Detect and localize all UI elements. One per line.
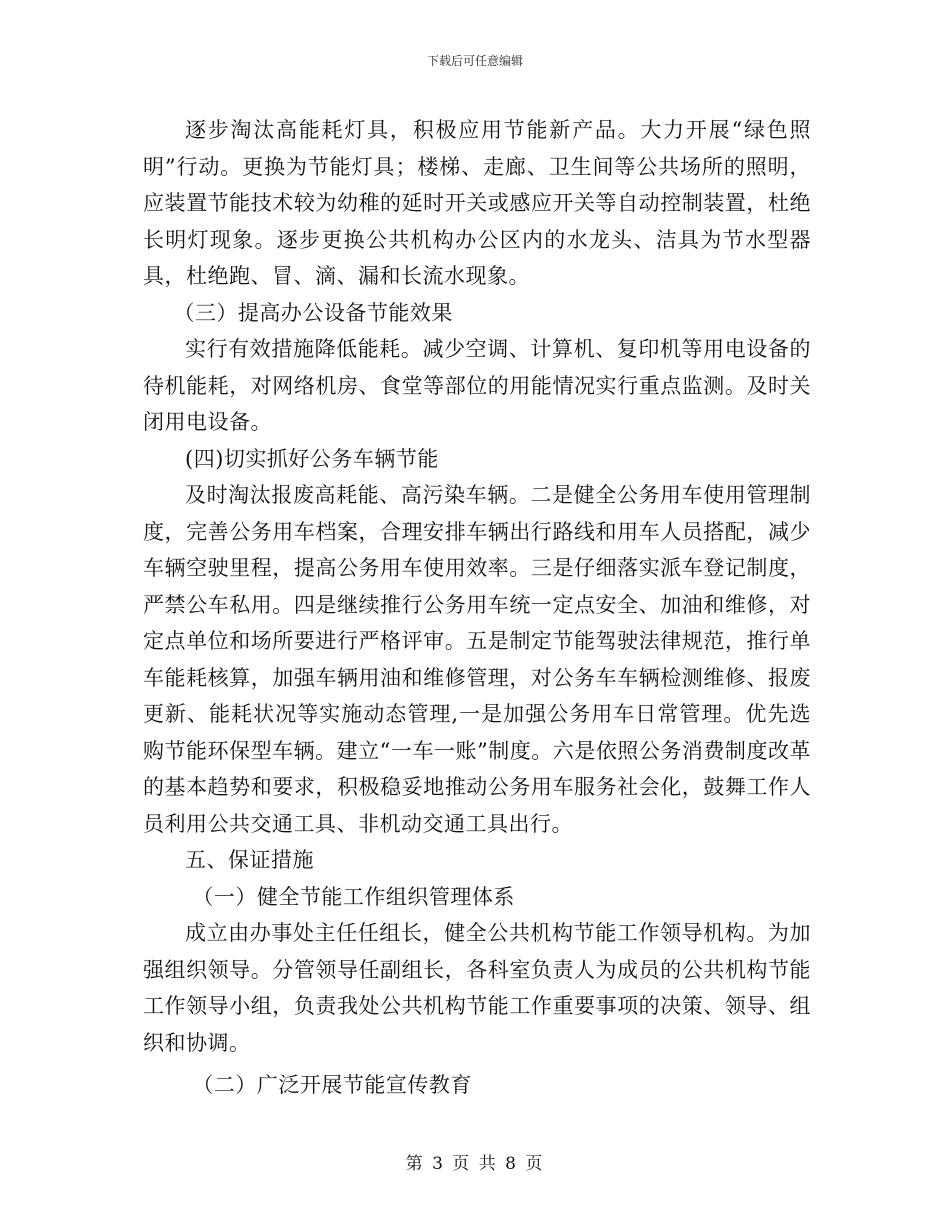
page-footer: 第 3 页 共 8 页 xyxy=(405,1154,545,1174)
subsection-heading-2: （二）广泛开展节能宣传教育 xyxy=(192,1073,472,1097)
paragraph-vehicles: 及时淘汰报废高耗能、高污染车辆。二是健全公务用车使用管理制度，完善公务用车档案，合理安排车辆出行路线和用车人员搭配，减少车辆空驶里程，提高公务用车使用效率。三是仔细落实派车登记制度，严禁公车私用。四是继续推行公务用车统一定点安全、加油和维修，对定点单位和场所要进行严格评审。五是制定节能驾驶法律规范，推行单车能耗核算，加强车辆用油和维修管理，对公务车车辆检测维修、报废更新、能耗状况等实施动态管理,一是加强公务用车日常管理。优先选购节能环保型车辆。建立“一车一账”制度。六是依照公务消费制度改革的基本趋势和要求，积极稳妥地推动公务用车服务社会化，鼓舞工作人员利用公共交通工具、非机动交通工具出行。 xyxy=(143,483,811,836)
document-body xyxy=(143,112,811,1104)
section-heading-4: (四)切实抓好公务车辆节能 xyxy=(185,446,439,471)
paragraph-office-equipment: 实行有效措施降低能耗。减少空调、计算机、复印机等用电设备的待机能耗，对网络机房、食堂等部位的用能情况实行重点监测。及时关闭用电设备。 xyxy=(143,337,811,434)
page-header: 下载后可任意编辑 xyxy=(426,54,523,68)
paragraph-lighting: 逐步淘汰高能耗灯具，积极应用节能新产品。大力开展“绿色照明”行动。更换为节能灯具；楼梯、走廊、卫生间等公共场所的照明，应装置节能技术较为幼稚的延时开关或感应开关等自动控制装置，杜绝长明灯现象。逐步更换公共机构办公区内的水龙头、洁具为节水型器具，杜绝跑、冒、滴、漏和长流水现象。 xyxy=(143,118,811,288)
section-heading-3: （三）提高办公设备节能效果 xyxy=(173,300,453,325)
subsection-heading-1: （一）健全节能工作组织管理体系 xyxy=(192,884,515,909)
paragraph-organization: 成立由办事处主任任组长，健全公共机构节能工作领导机构。为加强组织领导。分管领导任副组长，各科室负责人为成员的公共机构节能工作领导小组，负责我处公共机构节能工作重要事项的决策、领导、组织和协调。 xyxy=(143,921,811,1055)
section-heading-5: 五、保证措施 xyxy=(185,848,314,872)
